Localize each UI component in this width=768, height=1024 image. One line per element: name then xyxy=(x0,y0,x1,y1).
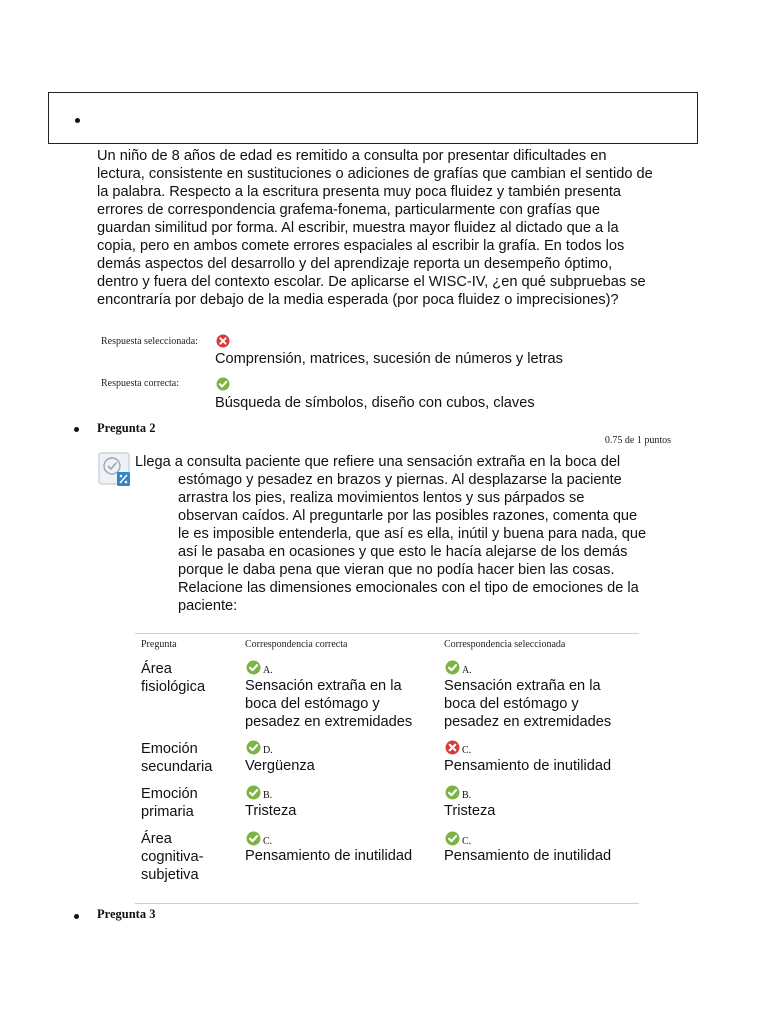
table-row-correct-text: Vergüenza xyxy=(245,758,315,774)
question-3-title: Pregunta 3 xyxy=(97,907,156,921)
correct-letter: A. xyxy=(263,665,273,676)
correct-letter: B. xyxy=(263,790,273,801)
table-row-pregunta: Emoción secundaria xyxy=(141,741,213,775)
question-2-title: Pregunta 2 xyxy=(97,421,156,435)
selected-letter: C. xyxy=(462,745,472,756)
check-circle-icon xyxy=(246,660,261,675)
table-row-selected-text: Sensación extraña en la boca del estómago y pesadez en extremidades xyxy=(444,678,612,730)
table-header-pregunta: Pregunta xyxy=(141,639,177,650)
table-row-correct-mark xyxy=(246,784,272,801)
correct-letter: D. xyxy=(263,745,273,756)
table-row-selected-mark xyxy=(445,659,472,676)
question-header-box xyxy=(48,92,698,144)
table-row-selected-text: Pensamiento de inutilidad xyxy=(444,848,612,864)
question-2-text: estómago y pesadez en brazos y piernas. Al desplazarse la paciente arrastra los pies, realiza movimientos lentos y sus párpados se observan caídos. Al preguntarle por las posibles razones, comenta que le es imposible entenderla, que así es ella, inútil y buena para nada, que así le pasaba en ocasiones y que esto le hacía alejarse de los demás porque le daba pena que vieran que no podía hacer bien las cosas. Relacione las dimensiones emocionales con el tipo de emociones de la paciente: xyxy=(178,472,647,614)
correct-answer-label: Respuesta correcta: xyxy=(101,378,180,389)
table-row-selected-mark xyxy=(445,739,471,756)
x-circle-icon xyxy=(445,740,460,755)
selected-letter: C. xyxy=(462,836,472,847)
selected-letter: A. xyxy=(462,665,472,676)
correct-letter: C. xyxy=(263,836,273,847)
list-bullet xyxy=(74,914,79,919)
table-row-correct-mark xyxy=(246,659,273,676)
table-row-pregunta: Emoción primaria xyxy=(141,786,198,820)
table-row-correct-mark xyxy=(246,830,272,847)
check-circle-icon xyxy=(246,740,261,755)
table-row-correct-text: Sensación extraña en la boca del estómago y pesadez en extremidades xyxy=(245,678,413,730)
check-circle-icon xyxy=(246,785,261,800)
matching-question-icon xyxy=(98,452,131,487)
table-row-pregunta: Área fisiológica xyxy=(141,661,206,695)
table-header-selected: Correspondencia seleccionada xyxy=(444,639,566,650)
table-header-correct: Correspondencia correcta xyxy=(245,639,348,650)
question-1-text: Un niño de 8 años de edad es remitido a consulta por presentar dificultades en lectura, consistente en sustituciones o adiciones de grafías que cambian el sentido de la palabra. Respecto a la escritura presenta muy poca fluidez y también presenta errores de correspondencia grafema-fonema, particularmente con grafías que guardan similitud por forma. Al escribir, muestra mayor fluidez al dictado que a la copia, pero en ambos comete errores espaciales al escribir la grafía. En todos los demás aspectos del desarrollo y del aprendizaje reporta un desempeño óptimo, dentro y fuera del contexto escolar. De aplicarse el WISC-IV, ¿en qué subpruebas se encontraría por debajo de la media esperada (por poca fluidez o imprecisiones)? xyxy=(97,148,653,308)
table-bottom-rule xyxy=(135,903,639,904)
table-row-pregunta: Área cognitiva-subjetiva xyxy=(141,831,204,883)
check-circle-icon xyxy=(445,831,460,846)
list-bullet xyxy=(74,427,79,432)
question-2-score: 0.75 de 1 puntos xyxy=(604,435,671,446)
selected-letter: B. xyxy=(462,790,472,801)
selected-answer-label: Respuesta seleccionada: xyxy=(101,336,198,347)
table-row-selected-text: Pensamiento de inutilidad xyxy=(444,758,612,774)
table-row-selected-mark xyxy=(445,830,471,847)
table-row-selected-mark xyxy=(445,784,471,801)
x-circle-icon xyxy=(216,334,230,348)
selected-answer-text: Comprensión, matrices, sucesión de números y letras xyxy=(215,351,563,367)
question-2-text-first-line: Llega a consulta paciente que refiere una sensación extraña en la boca del xyxy=(135,454,621,470)
table-row-correct-text: Pensamiento de inutilidad xyxy=(245,848,413,864)
check-circle-icon xyxy=(445,785,460,800)
table-row-selected-text: Tristeza xyxy=(444,803,496,819)
table-row-correct-text: Tristeza xyxy=(245,803,297,819)
check-circle-icon xyxy=(445,660,460,675)
table-row-correct-mark xyxy=(246,739,273,756)
check-circle-icon xyxy=(216,377,230,391)
correct-answer-text: Búsqueda de símbolos, diseño con cubos, claves xyxy=(215,395,535,411)
check-circle-icon xyxy=(246,831,261,846)
list-bullet xyxy=(75,118,80,123)
table-top-rule xyxy=(135,633,639,634)
